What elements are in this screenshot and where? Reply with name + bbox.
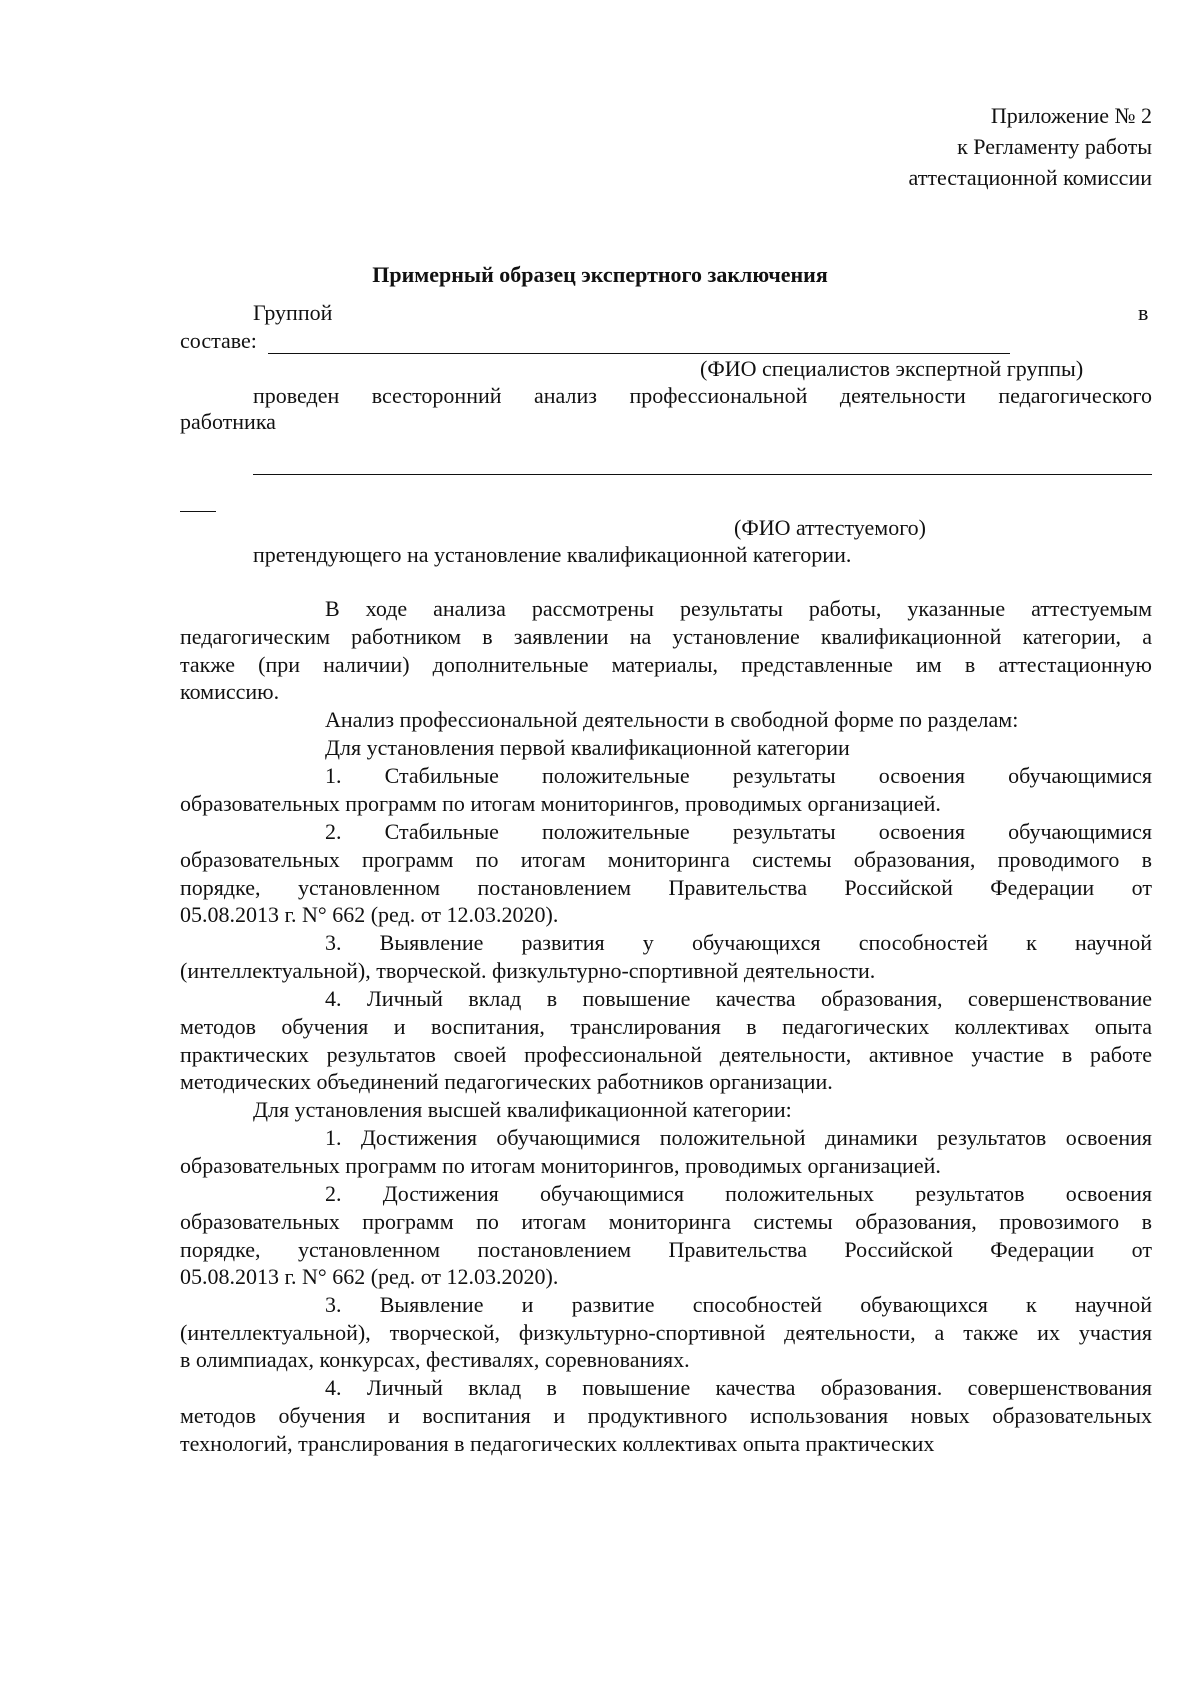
highest-item-4-line-2: методов обучения и воспитания и продуктивного использования новых образовательных [180, 1403, 1152, 1428]
highest-category-heading: Для установления высшей квалификационной категории: [253, 1097, 792, 1122]
first-item-2-line-3: порядке, установленном постановлением Правительства Российской Федерации от [180, 875, 1152, 900]
sostave-label: составе: [180, 328, 257, 353]
document-title: Примерный образец экспертного заключения [372, 262, 828, 287]
in-word: в [1138, 300, 1149, 325]
appendix-commission: аттестационной комиссии [908, 165, 1152, 190]
appendix-header [909, 100, 1152, 193]
highest-item-4-line-3: технологий, транслирования в педагогических коллективах опыта практических [180, 1431, 935, 1456]
intro-line-4: комиссию. [180, 679, 280, 704]
highest-item-4-line-1: 4. Личный вклад в повышение качества образования. совершенствования [325, 1375, 1152, 1400]
intro-line-1: В ходе анализа рассмотрены результаты работы, указанные аттестуемым [325, 596, 1152, 621]
highest-item-2-line-2: образовательных программ по итогам мониторинга системы образования, провозимого в [180, 1209, 1152, 1234]
first-item-3-line-2: (интеллектуальной), творческой. физкультурно-спортивной деятельности. [180, 958, 876, 983]
first-item-3-line-1: 3. Выявление развития у обучающихся способностей к научной [325, 930, 1152, 955]
highest-item-2-line-4: 05.08.2013 г. N° 662 (ред. от 12.03.2020). [180, 1264, 559, 1289]
first-item-4-line-4: методических объединений педагогических работников организации. [180, 1069, 833, 1094]
analysis-by-sections: Анализ профессиональной деятельности в свободной форме по разделам: [325, 707, 1019, 732]
highest-item-3-line-2: (интеллектуальной), творческой, физкультурно-спортивной деятельности, а также их участия [180, 1320, 1152, 1345]
first-item-4-line-1: 4. Личный вклад в повышение качества образования, совершенствование [325, 986, 1152, 1011]
pretend-line: претендующего на установление квалификационной категории. [253, 542, 852, 567]
intro-line-3: также (при наличии) дополнительные материалы, представленные им в аттестационную [180, 652, 1152, 677]
experts-caption: (ФИО специалистов экспертной группы) [700, 356, 1084, 381]
fio-underline [253, 474, 1152, 475]
highest-item-1-line-1: 1. Достижения обучающимися положительной динамики результатов освоения [325, 1125, 1152, 1150]
highest-item-2-line-3: порядке, установленном постановлением Правительства Российской Федерации от [180, 1237, 1152, 1262]
fio-underline-short [180, 511, 216, 512]
first-category-heading: Для установления первой квалификационной категории [325, 735, 850, 760]
first-item-2-line-2: образовательных программ по итогам мониторинга системы образования, проводимого в [180, 847, 1152, 872]
highest-item-3-line-1: 3. Выявление и развитие способностей обувающихся к научной [325, 1292, 1152, 1317]
first-item-4-line-3: практических результатов своей профессиональной деятельности, активное участие в работе [180, 1042, 1152, 1067]
highest-item-1-line-2: образовательных программ по итогам мониторингов, проводимых организацией. [180, 1153, 941, 1178]
intro-line-2: педагогическим работником в заявлении на установление квалификационной категории, а [180, 624, 1152, 649]
group-word: Группой [253, 300, 333, 325]
fio-caption: (ФИО аттестуемого) [734, 515, 927, 540]
highest-item-2-line-1: 2. Достижения обучающимися положительных результатов освоения [325, 1181, 1152, 1206]
analysis-line-2: работника [180, 409, 276, 434]
appendix-number: Приложение № 2 [990, 103, 1152, 128]
first-item-2-line-4: 05.08.2013 г. N° 662 (ред. от 12.03.2020). [180, 902, 559, 927]
highest-item-3-line-3: в олимпиадах, конкурсах, фестивалях, соревнованиях. [180, 1347, 690, 1372]
first-item-4-line-2: методов обучения и воспитания, транслирования в педагогических коллективах опыта [180, 1014, 1152, 1039]
appendix-reference: к Регламенту работы [957, 134, 1152, 159]
analysis-line-1: проведен всесторонний анализ профессиональной деятельности педагогического [253, 383, 1152, 408]
first-item-1-line-1: 1. Стабильные положительные результаты освоения обучающимися [325, 763, 1152, 788]
first-item-2-line-1: 2. Стабильные положительные результаты освоения обучающимися [325, 819, 1152, 844]
first-item-1-line-2: образовательных программ по итогам мониторингов, проводимых организацией. [180, 791, 941, 816]
